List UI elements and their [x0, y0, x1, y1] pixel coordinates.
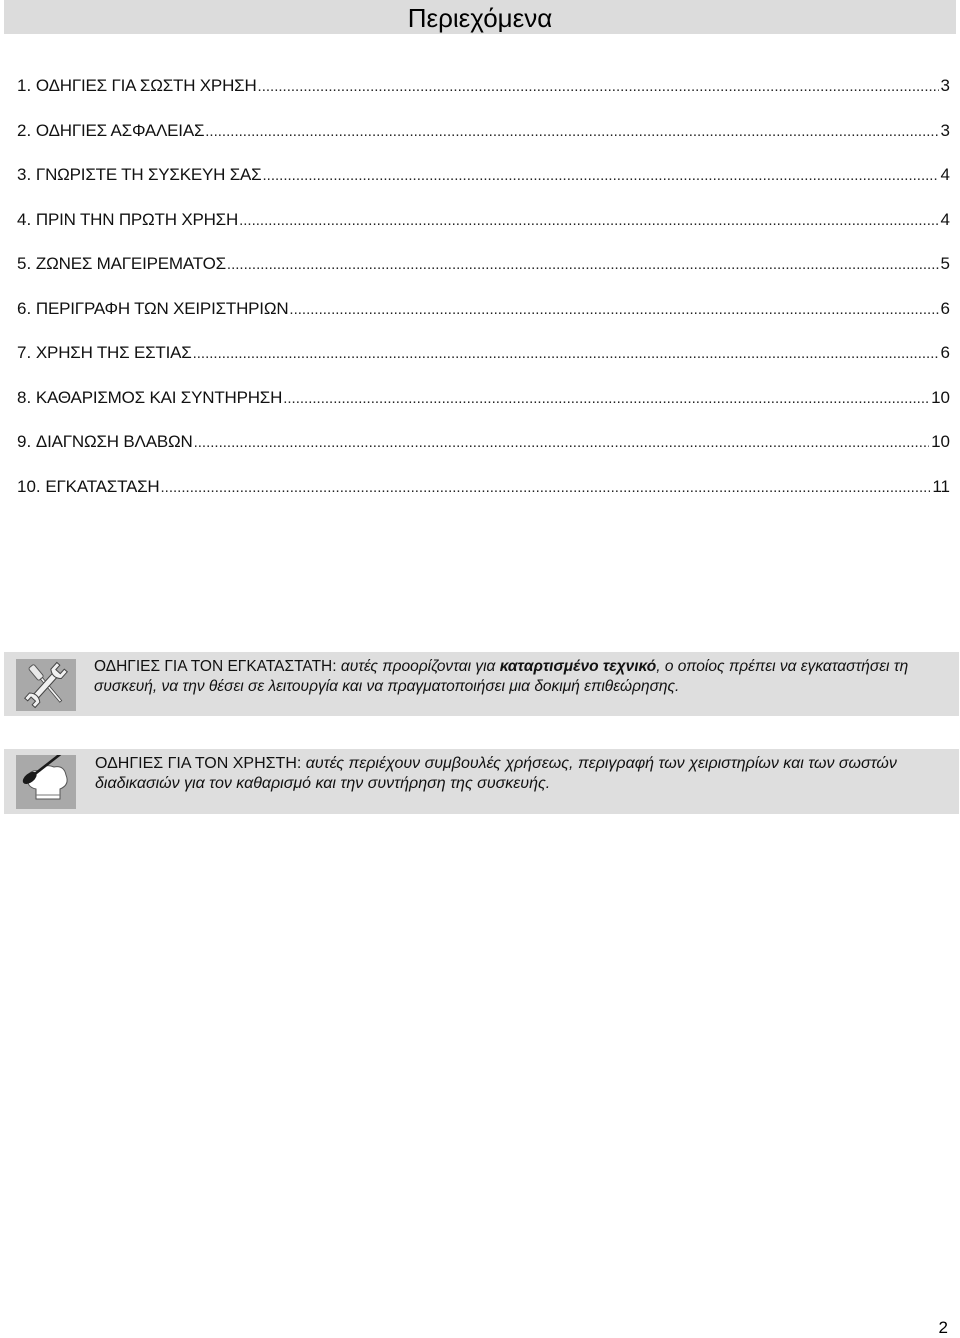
installer-note-text: [94, 657, 934, 697]
installer-note-lead: ΟΔΗΓΙΕΣ ΓΙΑ ΤΟΝ ΕΓΚΑΤΑΣΤΑΤΗ:: [94, 658, 337, 675]
toc-item-page: 10: [931, 432, 950, 451]
toc-item-9[interactable]: [17, 432, 950, 477]
wrench-screwdriver-icon: [16, 659, 76, 711]
toc-item-page: 3: [940, 76, 950, 95]
toc-leader-dots: [289, 301, 938, 318]
toc-item-7[interactable]: [17, 343, 950, 388]
toc-item-label: ΖΩΝΕΣ ΜΑΓΕΙΡΕΜΑΤΟΣ: [35, 254, 226, 273]
user-instructions-note: [4, 749, 959, 814]
toc-item-number: 6.: [17, 298, 32, 318]
toc-item-number: 8.: [17, 387, 32, 407]
toc-item-page: 3: [940, 120, 950, 140]
page-title-bar: [4, 0, 956, 34]
toc-item-1[interactable]: [17, 76, 950, 121]
toc-item-5[interactable]: [17, 254, 950, 299]
toc-leader-dots: [227, 256, 939, 273]
page-title: Περιεχόμενα: [407, 3, 553, 33]
toc-item-label: ΓΝΩΡΙΣΤΕ ΤΗ ΣΥΣΚΕΥΗ ΣΑΣ: [35, 165, 262, 184]
toc-item-number: 10.: [17, 476, 41, 496]
toc-item-label: ΠΕΡΙΓΡΑΦΗ ΤΩΝ ΧΕΙΡΙΣΤΗΡΙΩΝ: [35, 298, 289, 318]
toc-item-number: 4.: [17, 209, 32, 229]
toc-item-2[interactable]: [17, 121, 950, 166]
chef-hat-spoon-icon: [16, 755, 76, 809]
toc-item-page: 6: [940, 343, 950, 362]
toc-item-number: 1.: [17, 76, 32, 95]
page-number: 2: [938, 1318, 948, 1337]
toc-item-number: 2.: [17, 120, 32, 140]
toc-leader-dots: [194, 434, 930, 451]
toc-item-page: 6: [940, 298, 950, 318]
user-note-body: αυτές περιέχουν συμβουλές χρήσεως, περιγραφή των χειριστηρίων και των σωστών διαδικασιών για τον καθαρισμό και την συντήρηση της συσκευής.: [95, 755, 897, 792]
toc-item-label: ΧΡΗΣΗ ΤΗΣ ΕΣΤΙΑΣ: [35, 343, 192, 362]
toc-leader-dots: [239, 212, 938, 229]
toc-item-page: 10: [931, 387, 950, 407]
toc-item-3[interactable]: [17, 165, 950, 210]
toc-leader-dots: [283, 390, 929, 407]
toc-item-number: 7.: [17, 343, 32, 362]
toc-item-label: ΠΡΙΝ ΤΗΝ ΠΡΩΤΗ ΧΡΗΣΗ: [35, 209, 239, 229]
toc-item-number: 5.: [17, 254, 32, 273]
toc-item-6[interactable]: [17, 299, 950, 344]
toc-item-number: 3.: [17, 165, 32, 184]
toc-item-page: 4: [940, 209, 950, 229]
toc-item-8[interactable]: [17, 388, 950, 433]
toc-leader-dots: [205, 123, 938, 140]
user-note-text: [95, 754, 935, 794]
toc-item-number: 9.: [17, 432, 32, 451]
table-of-contents: [17, 76, 950, 521]
installer-note-body-2: , ο οποίος πρέπει να εγκαταστήσει τη συσκευή, να την θέσει σε λειτουργία και να πραγματοποιήσει μια δοκιμή επιθεώρησης.: [94, 658, 909, 695]
installer-note-bold: καταρτισμένο τεχνικό: [499, 658, 657, 675]
toc-item-label: ΔΙΑΓΝΩΣΗ ΒΛΑΒΩΝ: [35, 432, 193, 451]
toc-item-page: 5: [940, 254, 950, 273]
installer-note-body-1: αυτές προορίζονται για: [336, 658, 500, 675]
toc-item-page: 11: [932, 476, 950, 496]
toc-leader-dots: [258, 78, 939, 95]
toc-item-label: ΕΓΚΑΤΑΣΤΑΣΗ: [45, 476, 160, 496]
toc-leader-dots: [193, 345, 939, 362]
toc-item-label: ΚΑΘΑΡΙΣΜΟΣ ΚΑΙ ΣΥΝΤΗΡΗΣΗ: [35, 387, 283, 407]
user-note-lead: ΟΔΗΓΙΕΣ ΓΙΑ ΤΟΝ ΧΡΗΣΤΗ:: [95, 755, 302, 772]
toc-leader-dots: [161, 479, 931, 496]
toc-item-label: ΟΔΗΓΙΕΣ ΑΣΦΑΛΕΙΑΣ: [35, 120, 205, 140]
toc-item-label: ΟΔΗΓΙΕΣ ΓΙΑ ΣΩΣΤΗ ΧΡΗΣΗ: [35, 76, 257, 95]
toc-leader-dots: [263, 167, 939, 184]
toc-item-10[interactable]: [17, 477, 950, 522]
toc-item-4[interactable]: [17, 210, 950, 255]
toc-item-page: 4: [940, 165, 950, 184]
installer-instructions-note: [4, 652, 959, 716]
